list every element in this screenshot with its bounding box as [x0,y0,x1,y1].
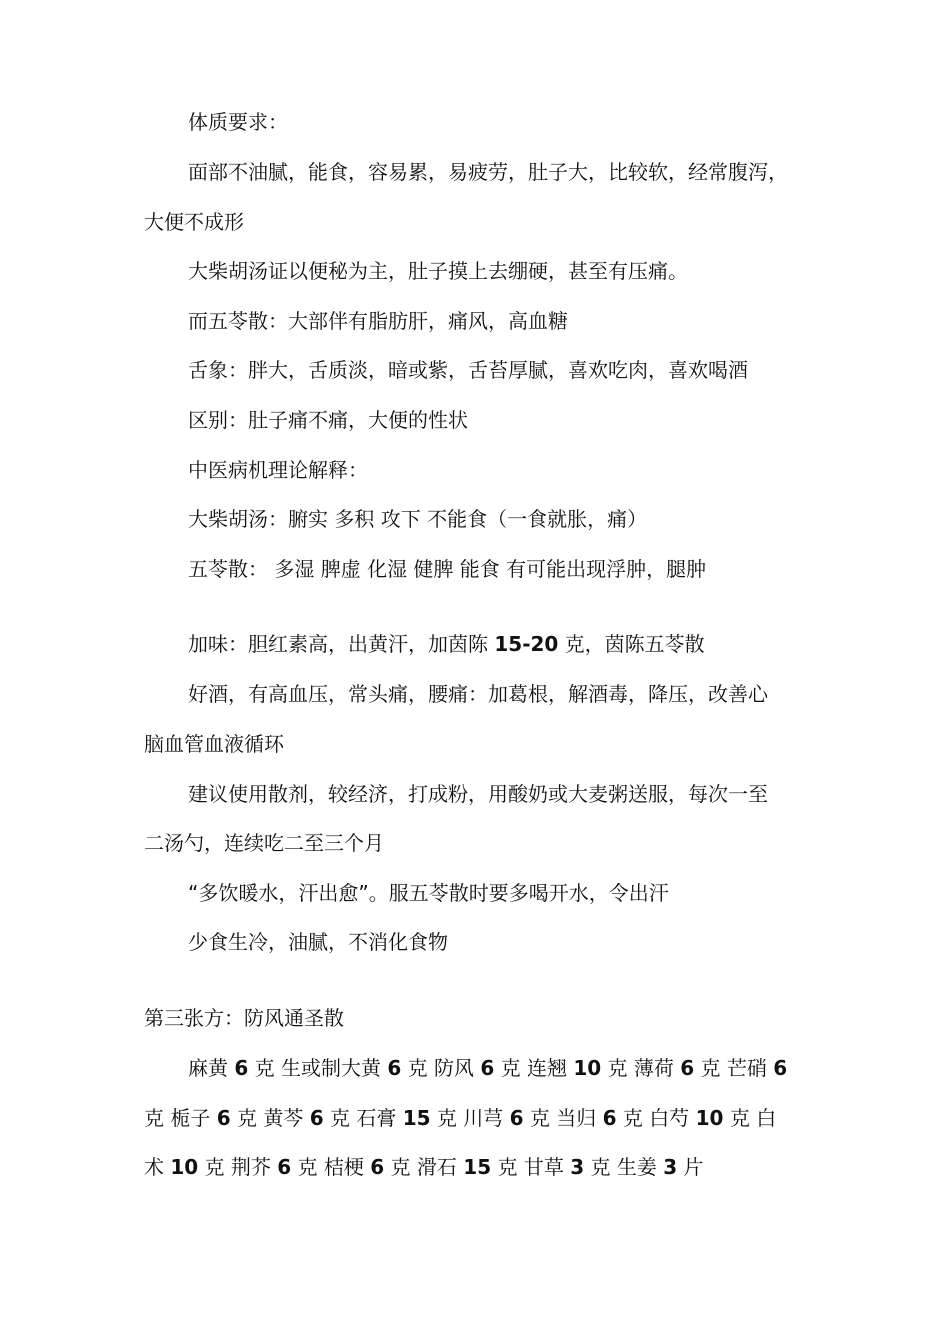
dose-number: 10 [170,1155,199,1179]
dose-number: 10 [695,1106,724,1130]
dose-number: 6 [602,1106,617,1130]
text-line: 区别：肚子痛不痛，大便的性状 [188,408,468,432]
text-line: 术 10 克 荆芥 6 克 桔梗 6 克 滑石 15 克 甘草 3 克 生姜 3 片 [144,1155,704,1179]
text-line: 而五苓散：大部伴有脂肪肝，痛风，高血糖 [188,309,568,333]
dose-number: 6 [509,1106,524,1130]
text-line: 克 栀子 6 克 黄芩 6 克 石膏 15 克 川芎 6 克 当归 6 克 白芍 10 克 白 [144,1106,777,1130]
dose-number: 3 [663,1155,678,1179]
dose-number: 6 [234,1056,249,1080]
dose-number: 6 [309,1106,324,1130]
text-line: 二汤勺，连续吃二至三个月 [144,831,384,855]
dose-number: 6 [277,1155,292,1179]
text-line: 舌象：胖大，舌质淡，暗或紫，舌苔厚腻，喜欢吃肉，喜欢喝酒 [188,358,748,382]
dose-number: 15-20 [494,632,559,656]
dose-number: 6 [216,1106,231,1130]
text-line: 体质要求： [188,110,288,134]
dose-number: 3 [570,1155,585,1179]
dose-number: 6 [773,1056,788,1080]
text-line: 好酒，有高血压，常头痛，腰痛：加葛根，解酒毒，降压，改善心 [188,682,768,706]
text-line: 大柴胡汤证以便秘为主，肚子摸上去绷硬，甚至有压痛。 [188,259,688,283]
text-line: 大柴胡汤：腑实 多积 攻下 不能食（一食就胀，痛） [188,507,648,531]
text-line: 加味：胆红素高，出黄汗，加茵陈 15-20 克，茵陈五苓散 [188,632,705,656]
dose-number: 6 [387,1056,402,1080]
dose-number: 6 [370,1155,385,1179]
text-line: 五苓散： 多湿 脾虚 化湿 健脾 能食 有可能出现浮肿，腿肿 [188,557,707,581]
dose-number: 15 [463,1155,492,1179]
section-heading: 第三张方：防风通圣散 [144,1006,344,1030]
dose-number: 6 [680,1056,695,1080]
text-line: 脑血管血液循环 [144,732,284,756]
text-line: 面部不油腻，能食，容易累，易疲劳，肚子大，比较软，经常腹泻， [188,160,788,184]
dose-number: 15 [402,1106,431,1130]
text-line: 中医病机理论解释： [188,458,368,482]
text-line: “多饮暖水，汗出愈”。服五苓散时要多喝开水，令出汗 [188,881,669,905]
dose-number: 10 [573,1056,602,1080]
text-line: 少食生冷，油腻，不消化食物 [188,930,448,954]
text-line: 麻黄 6 克 生或制大黄 6 克 防风 6 克 连翘 10 克 薄荷 6 克 芒硝 6 [188,1056,788,1080]
text-line: 建议使用散剂，较经济，打成粉，用酸奶或大麦粥送服，每次一至 [188,782,768,806]
dose-number: 6 [480,1056,495,1080]
text-line: 大便不成形 [144,210,244,234]
